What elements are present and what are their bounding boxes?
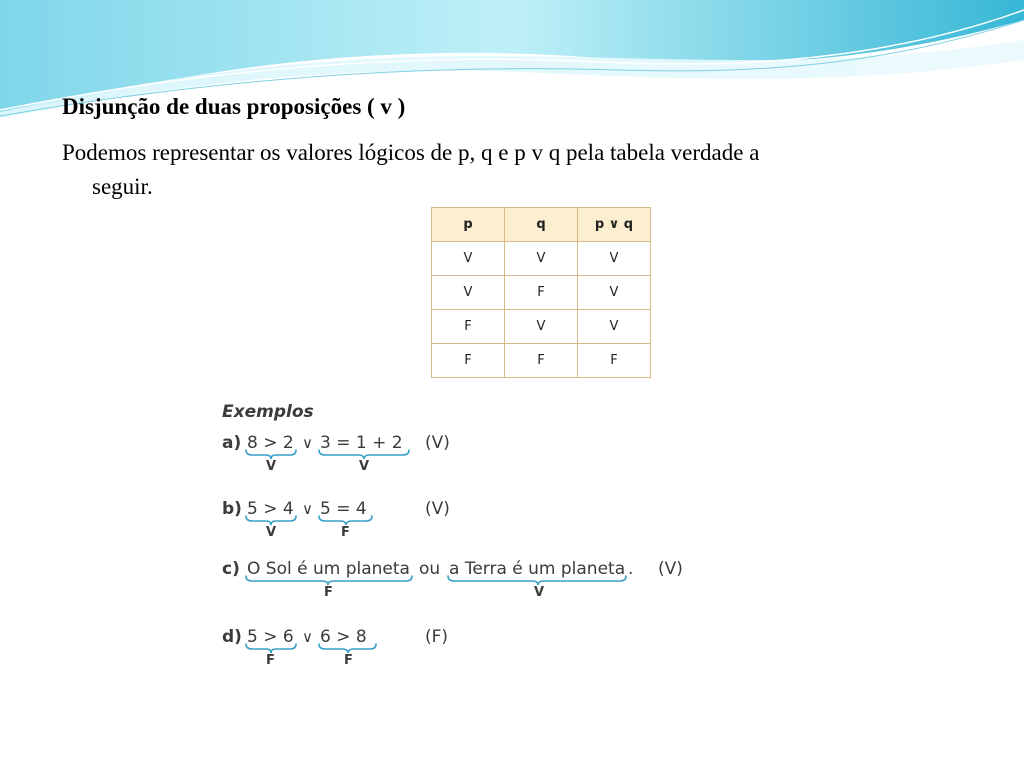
example-d-label: d): [222, 627, 242, 647]
table-row: [432, 276, 651, 310]
table-cell: F: [432, 310, 505, 344]
example-c-op: ou: [419, 559, 441, 579]
example-d-right-value: F: [344, 653, 353, 668]
example-c-right-value: V: [534, 585, 545, 600]
example-a-result: (V): [425, 433, 450, 453]
example-b-op: ∨: [302, 500, 313, 518]
truth-table: [431, 207, 651, 378]
table-cell: V: [578, 310, 651, 344]
example-d-op: ∨: [302, 628, 313, 646]
table-cell: F: [578, 344, 651, 378]
example-b-label: b): [222, 499, 242, 519]
example-d-left-value: F: [266, 653, 275, 668]
example-b-left-value: V: [266, 525, 277, 540]
header-cell: q: [505, 208, 578, 242]
example-b-left: 5 > 4: [247, 499, 294, 519]
example-b-result: (V): [425, 499, 450, 519]
example-a-right: 3 = 1 + 2: [320, 433, 403, 453]
table-cell: V: [505, 242, 578, 276]
example-c-end: .: [628, 559, 634, 579]
slide-paragraph: [62, 136, 962, 204]
example-a-right-value: V: [359, 459, 370, 474]
example-b-right-value: F: [341, 525, 350, 540]
table-cell: F: [505, 344, 578, 378]
paragraph-line-1: Podemos representar os valores lógicos de p, q e p v q pela tabela verdade a: [62, 140, 760, 165]
table-cell: V: [505, 310, 578, 344]
table-cell: V: [432, 276, 505, 310]
example-d-left: 5 > 6: [247, 627, 294, 647]
example-c-label: c): [222, 559, 240, 579]
header-cell: p: [432, 208, 505, 242]
examples-title: Exemplos: [222, 402, 314, 422]
example-b-right: 5 = 4: [320, 499, 367, 519]
example-c-left-value: F: [324, 585, 333, 600]
example-a-left-value: V: [266, 459, 277, 474]
example-d-right: 6 > 8: [320, 627, 367, 647]
example-a-op: ∨: [302, 434, 313, 452]
table-row: [432, 242, 651, 276]
example-c-left: O Sol é um planeta: [247, 559, 410, 579]
table-cell: V: [432, 242, 505, 276]
example-c-result: (V): [658, 559, 683, 579]
table-header-row: [432, 208, 651, 242]
example-a-left: 8 > 2: [247, 433, 294, 453]
table-cell: F: [432, 344, 505, 378]
table-cell: V: [578, 242, 651, 276]
table-row: [432, 344, 651, 378]
textbook-figure: [206, 198, 698, 686]
example-c-right: a Terra é um planeta: [449, 559, 626, 579]
table-cell: F: [505, 276, 578, 310]
example-d-result: (F): [425, 627, 449, 647]
header-cell: p ∨ q: [578, 208, 651, 242]
table-cell: V: [578, 276, 651, 310]
table-row: [432, 310, 651, 344]
slide-heading: Disjunção de duas proposições ( v ): [62, 94, 406, 119]
example-a-label: a): [222, 433, 242, 453]
examples-block: [206, 420, 698, 680]
paragraph-line-2: seguir.: [92, 174, 153, 199]
